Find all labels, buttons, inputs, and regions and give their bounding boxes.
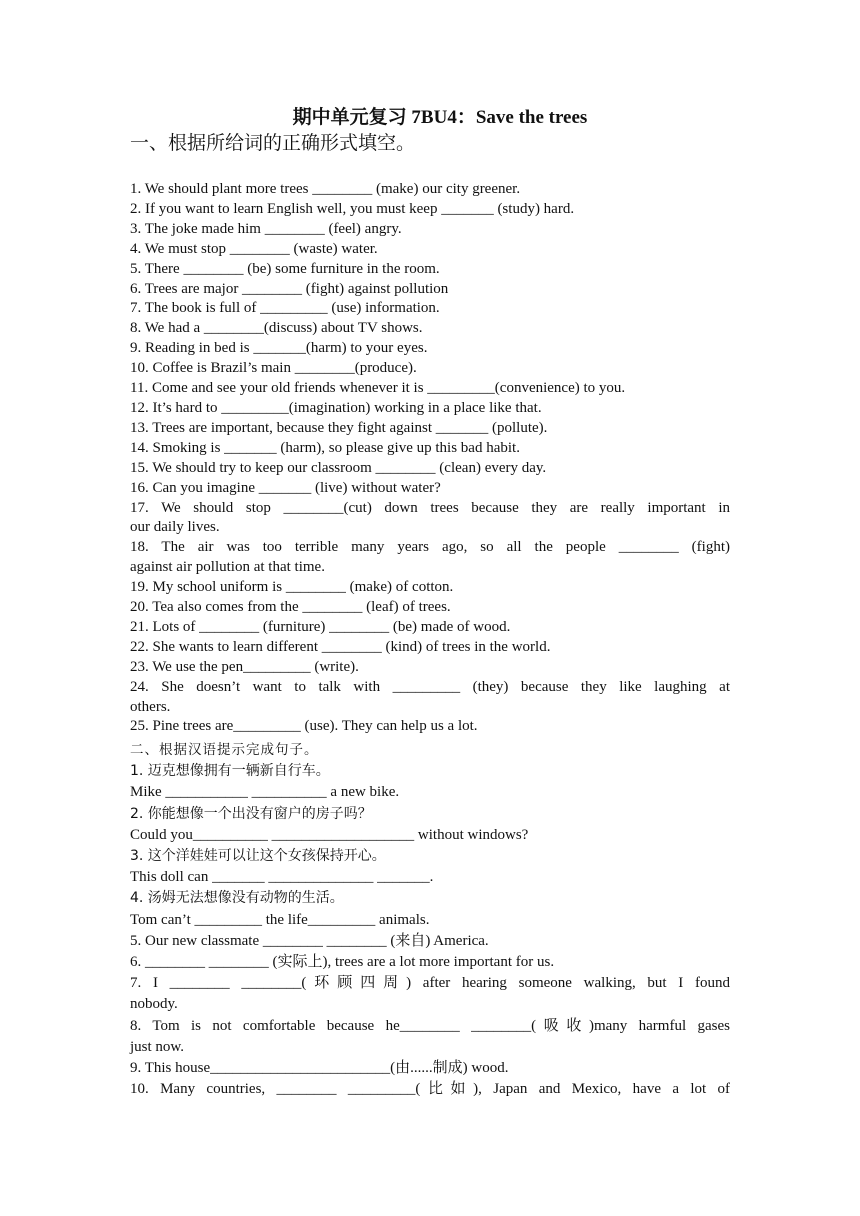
list-item: 18. The air was too terrible many years ago, so all the people ________ (fight)	[130, 539, 730, 556]
list-item: 11. Come and see your old friends whenever it is _________(convenience) to you.	[130, 380, 626, 397]
list-item: 7. The book is full of _________ (use) information.	[130, 300, 440, 317]
list-item: 6. ________ ________ (实际上), trees are a lot more important for us.	[130, 954, 555, 971]
list-item: 5. There ________ (be) some furniture in the room.	[130, 260, 440, 277]
section-1-heading: 一、根据所给词的正确形式填空。	[130, 133, 416, 154]
prompt-chinese: 2. 你能想像一个出没有窗户的房子吗？	[130, 805, 372, 822]
list-item: 16. Can you imagine _______ (live) without water?	[130, 479, 441, 496]
list-item-continuation: others.	[130, 698, 171, 715]
list-item: 3. The joke made him ________ (feel) angry.	[130, 220, 402, 237]
list-item: 14. Smoking is _______ (harm), so please give up this bad habit.	[130, 439, 520, 456]
list-item-continuation: nobody.	[130, 996, 178, 1013]
list-item: 19. My school uniform is ________ (make) of cotton.	[130, 579, 454, 596]
section-2-heading: 二、根据汉语提示完成句子。	[130, 742, 319, 758]
list-item: 12. It’s hard to _________(imagination) working in a place like that.	[130, 399, 542, 416]
section-2	[130, 740, 730, 1100]
answer-line: This doll can _______ ______________ _______.	[130, 869, 434, 886]
list-item-continuation: just now.	[130, 1038, 185, 1055]
section-1-list	[130, 180, 730, 737]
list-item: 7. I ________ ________(环顾四周) after hearing someone walking, but I found	[130, 975, 730, 992]
list-item: 15. We should try to keep our classroom ________ (clean) every day.	[130, 459, 547, 476]
list-item: 24. She doesn’t want to talk with _________ (they) because they like laughing at	[130, 678, 730, 695]
list-item-continuation: against air pollution at that time.	[130, 559, 325, 576]
list-item: 20. Tea also comes from the ________ (leaf) of trees.	[130, 599, 451, 616]
list-item: 10. Coffee is Brazil’s main ________(produce).	[130, 360, 417, 377]
list-item: 13. Trees are important, because they fight against _______ (pollute).	[130, 419, 548, 436]
list-item: 5. Our new classmate ________ ________ (来自) America.	[130, 932, 489, 949]
list-item: 21. Lots of ________ (furniture) ________ (be) made of wood.	[130, 618, 511, 635]
list-item: 1. We should plant more trees ________ (make) our city greener.	[130, 181, 521, 197]
list-item: 4. We must stop ________ (waste) water.	[130, 240, 378, 257]
list-item: 22. She wants to learn different ________ (kind) of trees in the world.	[130, 638, 551, 655]
list-item-continuation: our daily lives.	[130, 519, 220, 536]
list-item: 10. Many countries, ________ _________(比如), Japan and Mexico, have a lot of	[130, 1081, 730, 1098]
list-item: 8. Tom is not comfortable because he________ ________(吸收)many harmful gases	[130, 1017, 730, 1034]
list-item: 8. We had a ________(discuss) about TV shows.	[130, 320, 423, 337]
answer-line: Tom can’t _________ the life_________ animals.	[130, 911, 430, 928]
answer-line: Mike ___________ __________ a new bike.	[130, 784, 400, 801]
list-item: 17. We should stop ________(cut) down trees because they are really important in	[130, 499, 730, 516]
list-item: 25. Pine trees are_________ (use). They can help us a lot.	[130, 718, 478, 735]
list-item: 2. If you want to learn English well, you must keep _______ (study) hard.	[130, 200, 575, 217]
page-title: 期中单元复习 7BU4：Save the trees	[292, 107, 588, 128]
prompt-chinese: 3. 这个洋娃娃可以让这个女孩保持开心。	[130, 848, 386, 865]
prompt-chinese: 4. 汤姆无法想像没有动物的生活。	[130, 890, 344, 907]
list-item: 9. This house________________________(由......制成) wood.	[130, 1060, 509, 1077]
list-item: 9. Reading in bed is _______(harm) to your eyes.	[130, 340, 428, 357]
answer-line: Could you__________ ___________________ without windows?	[130, 826, 529, 843]
list-item: 6. Trees are major ________ (fight) against pollution	[130, 280, 449, 297]
list-item: 23. We use the pen_________ (write).	[130, 658, 359, 675]
prompt-chinese: 1. 迈克想像拥有一辆新自行车。	[130, 763, 330, 780]
